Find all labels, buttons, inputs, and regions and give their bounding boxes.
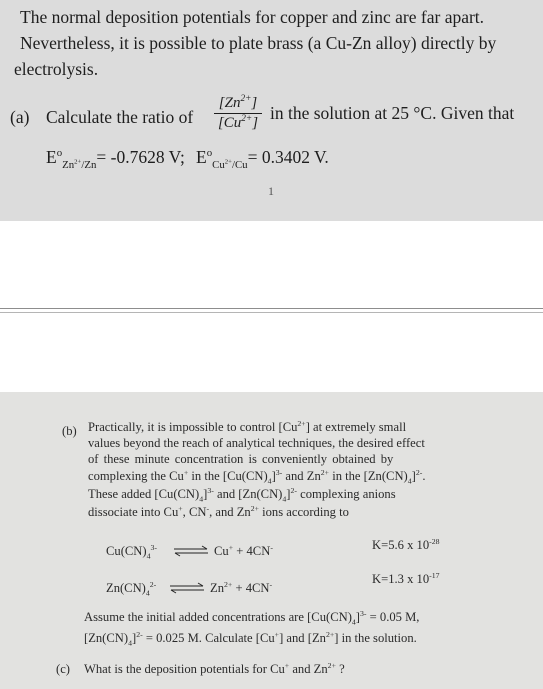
- b-line-5: These added $[Cu(CN)_4]^{3-}$ and $[Zn(CN)_4]^{2-}$ complexing anions: [88, 485, 396, 504]
- ratio-fraction: [214, 95, 262, 132]
- equilibrium-1-reactant: $Cu(CN)_4^{3-}$: [106, 542, 157, 561]
- equilibrium-2-constant: K=1.3 x $10^{-17}$: [372, 570, 440, 586]
- equilibrium-arrow-icon: [172, 545, 210, 557]
- question-a-label: (a): [10, 107, 30, 127]
- assumption-line-1: Assume the initial added concentrations are $[Cu(CN)_4]^{3-} = 0.05$ M,: [84, 608, 420, 627]
- intro-line-3: electrolysis.: [14, 59, 99, 79]
- question-c-label: (c): [56, 662, 70, 676]
- question-b-label: (b): [62, 424, 77, 438]
- b-line-3: of these minute concentration is conveniently obtained by: [88, 452, 394, 466]
- question-a-text: Calculate the ratio of: [46, 107, 194, 127]
- page-number: 1: [268, 184, 274, 198]
- b-line-6: dissociate into Cu+, CN-, and $Zn^{2+}$ ions according to: [88, 503, 349, 519]
- problem-part-a-photo: [0, 0, 543, 221]
- fraction-numerator: $[Zn^{2+}]$: [218, 94, 258, 111]
- b-line-2: values beyond the reach of analytical techniques, the desired effect: [88, 436, 425, 450]
- equilibrium-2-reactant: $Zn(CN)_4^{2-}$: [106, 579, 157, 598]
- potential-copper: $E^o_{Cu^{2+}/Cu}= 0.3402$ V.: [196, 147, 329, 171]
- equilibrium-2-products: $Zn^{2+} + 4CN^-$: [210, 579, 273, 595]
- equilibrium-1-constant: K=5.6 x $10^{-28}$: [372, 536, 440, 552]
- fraction-denominator: $[Cu^{2+}]$: [217, 114, 259, 131]
- question-a-text-continued: in the solution at 25 °C. Given that: [270, 103, 515, 123]
- b-line-4: complexing the Cu+ in the $[Cu(CN)_4]^{3-}$ and $Zn^{2+}$ in the $[Zn(CN)_4]^{2-}$.: [88, 467, 426, 486]
- potential-zinc: $E^o_{Zn^{2+}/Zn}= -0.7628$ V;: [46, 147, 185, 171]
- intro-line-2: Nevertheless, it is possible to plate brass (a Cu-Zn alloy) directly by: [20, 33, 497, 53]
- equilibrium-1-products: Cu+ + 4CN-: [214, 542, 273, 558]
- intro-line-1: The normal deposition potentials for copper and zinc are far apart.: [20, 7, 485, 27]
- section-divider: [0, 308, 543, 309]
- b-line-1: Practically, it is impossible to control $[Cu^{2+}]$ at extremely small: [88, 418, 407, 434]
- problem-part-b-c-photo: [0, 392, 543, 689]
- equilibrium-arrow-icon: [168, 582, 206, 594]
- section-divider: [0, 312, 543, 313]
- fraction-bar: [214, 113, 262, 114]
- question-c-text: What is the deposition potentials for Cu+ and $Zn^{2+}$ ?: [84, 660, 345, 676]
- assumption-line-2: $[Zn(CN)_4]^{2-} = 0.025$ M. Calculate [Cu+] and $[Zn^{2+}]$ in the solution.: [84, 629, 417, 648]
